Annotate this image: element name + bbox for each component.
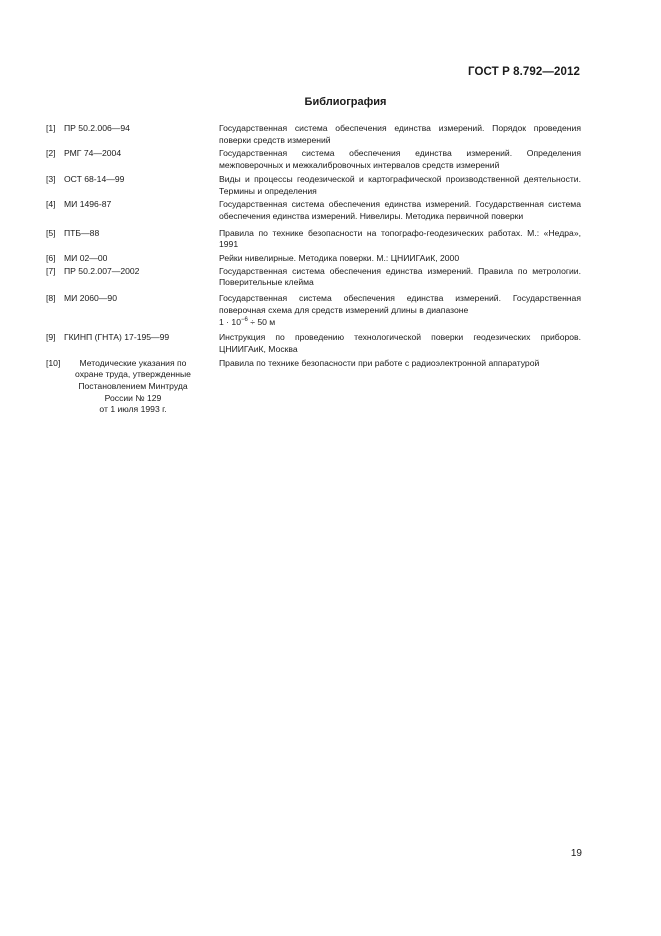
entry-description: Государственная система обеспечения единства измерений. Государственная система обеспечения единства измерений. Нивелиры. Методика первичной поверки [219, 199, 581, 221]
entry-code: ПР 50.2.007—2002 [64, 265, 140, 276]
entry-number: [2] [46, 148, 56, 159]
entry-code: МИ 1496-87 [64, 199, 112, 210]
entry-description [219, 293, 586, 328]
entry-number: [9] [46, 332, 56, 343]
bibliography-entry [46, 253, 586, 265]
entry-code: Методические указания по охране труда, утвержденные Постановлением Минтруда России № 129 от 1 июля 1993 г. [75, 357, 191, 415]
entry-code: ПТБ—88 [64, 227, 100, 238]
entry-description: Государственная система обеспечения единства измерений. Правила по метрологии. Поверительные клейма [219, 265, 581, 288]
entry-code: ПР 50.2.006—94 [64, 123, 130, 133]
entry-code: МИ 2060—90 [64, 293, 117, 304]
entry-number: [7] [46, 265, 56, 276]
entry-description: Государственная система обеспечения единства измерений. Определения межповерочных и межкалибровочных интервалов средств измерений [219, 148, 581, 171]
entry-number: [4] [46, 199, 56, 210]
entry-number: [1] [46, 123, 56, 133]
entry-code: МИ 02—00 [64, 253, 108, 264]
bibliography-entry [46, 358, 586, 417]
document-code: ГОСТ Р 8.792—2012 [468, 66, 580, 78]
entry-description: Виды и процессы геодезической и картографической производственной деятельности. Термины и определения [219, 173, 581, 196]
bibliography-entry [46, 123, 586, 146]
entry-description: Инструкция по проведению технологической поверки геодезических приборов. ЦНИИГАиК, Москва [219, 332, 581, 354]
page-title: Библиография [304, 96, 387, 108]
entry-number: [5] [46, 227, 56, 238]
entry-description: Рейки нивелирные. Методика поверки. М.: ЦНИИГАиК, 2000 [219, 253, 460, 264]
bibliography-entry [46, 174, 586, 197]
length-range: $1 \cdot 10^{-6} \div 50$ м [219, 316, 276, 327]
bibliography-list [46, 123, 586, 416]
bibliography-entry [46, 228, 586, 251]
entry-description: Государственная система обеспечения единства измерений. Порядок проведения поверки средств измерений [219, 123, 581, 145]
entry-description: Правила по технике безопасности при работе с радиоэлектронной аппаратурой [219, 357, 540, 368]
entry-number: [10] [46, 357, 61, 368]
bibliography-entry [46, 199, 586, 222]
entry-description-text: Государственная система обеспечения единства измерений. Государственная поверочная схема для средств измерений длины в диапазоне [219, 293, 581, 315]
entry-number: [8] [46, 293, 56, 304]
entry-code: ГКИНП (ГНТА) 17-195—99 [64, 332, 170, 343]
bibliography-entry [46, 148, 586, 171]
entry-number: [6] [46, 253, 56, 264]
bibliography-entry [46, 266, 586, 289]
entry-number: [3] [46, 173, 56, 184]
entry-code: ОСТ 68-14—99 [64, 173, 125, 184]
entry-description: Правила по технике безопасности на топографо-геодезических работах. М.: «Недра», 1991 [219, 227, 581, 250]
bibliography-entry [46, 332, 586, 355]
page-number: 19 [570, 848, 582, 859]
entry-code: РМГ 74—2004 [64, 148, 122, 159]
bibliography-entry [46, 293, 586, 328]
